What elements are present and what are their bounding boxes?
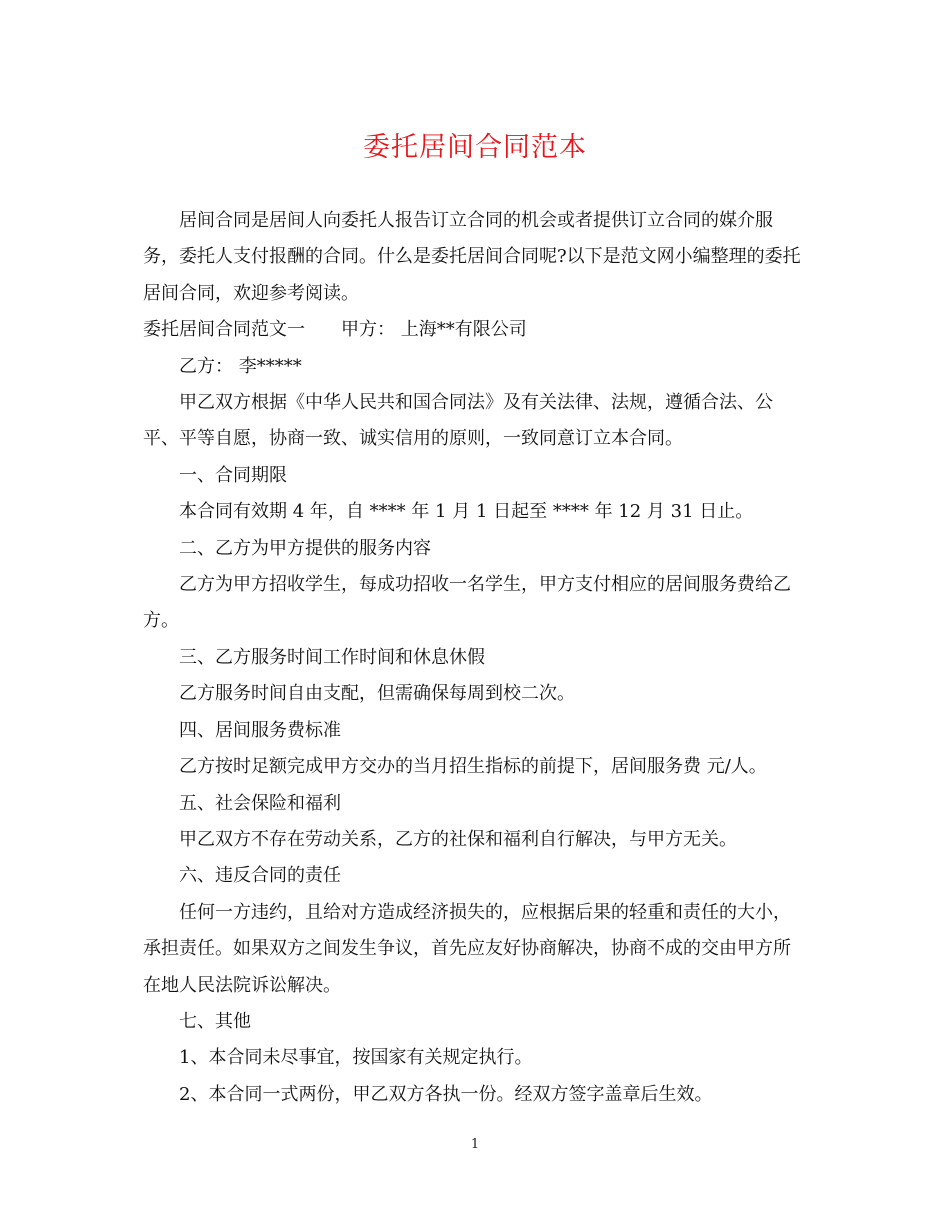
preamble-paragraph: 甲乙双方根据《中华人民共和国合同法》及有关法律、法规，遵循合法、公平、平等自愿，协商一致、诚实信用的原则，一致同意订立本合同。 bbox=[143, 392, 773, 450]
section-paragraph: 乙方服务时间自由支配，但需确保每周到校二次。 bbox=[179, 683, 575, 705]
section-paragraph: 乙方为甲方招收学生，每成功招收一名学生，甲方支付相应的居间服务费给乙方。 bbox=[143, 574, 791, 632]
section-paragraph: 任何一方违约，且给对方造成经济损失的，应根据后果的轻重和责任的大小，承担责任。如果双方之间发生争议，首先应友好协商解决，协商不成的交由甲方所在地人民法院诉讼解决。 bbox=[143, 901, 791, 996]
section-paragraph: 1、本合同未尽事宜，按国家有关规定执行。 bbox=[179, 1047, 533, 1069]
section-heading: 七、其他 bbox=[179, 1010, 251, 1032]
intro-paragraph: 居间合同是居间人向委托人报告订立合同的机会或者提供订立合同的媒介服务，委托人支付报酬的合同。什么是委托居间合同呢?以下是范文网小编整理的委托居间合同，欢迎参考阅读。 bbox=[143, 210, 801, 304]
section-heading: 四、居间服务费标准 bbox=[179, 719, 341, 741]
document-title: 委托居间合同范本 bbox=[363, 132, 587, 163]
section-paragraph: 乙方按时足额完成甲方交办的当月招生指标的前提下，居间服务费 元/人。 bbox=[179, 756, 767, 778]
section-paragraph: 2、本合同一式两份，甲乙双方各执一份。经双方签字盖章后生效。 bbox=[179, 1083, 713, 1105]
sample-header-line bbox=[143, 312, 808, 348]
page-number: 1 bbox=[470, 1137, 480, 1152]
section-heading: 五、社会保险和福利 bbox=[179, 792, 341, 814]
party-b: 乙方： 李***** bbox=[179, 355, 302, 377]
document-body bbox=[143, 203, 808, 1113]
section-heading: 二、乙方为甲方提供的服务内容 bbox=[179, 537, 431, 559]
sample-label: 委托居间合同范文一 bbox=[143, 319, 305, 341]
section-heading: 三、乙方服务时间工作时间和休息休假 bbox=[179, 646, 485, 668]
section-paragraph: 甲乙双方不存在劳动关系，乙方的社保和福利自行解决，与甲方无关。 bbox=[179, 828, 737, 850]
party-a: 甲方： 上海**有限公司 bbox=[341, 319, 527, 341]
section-paragraph: 本合同有效期 4 年，自 **** 年 1 月 1 日起至 **** 年 12 月 31 日止。 bbox=[179, 501, 754, 523]
section-heading: 六、违反合同的责任 bbox=[179, 865, 341, 887]
section-heading: 一、合同期限 bbox=[179, 464, 287, 486]
